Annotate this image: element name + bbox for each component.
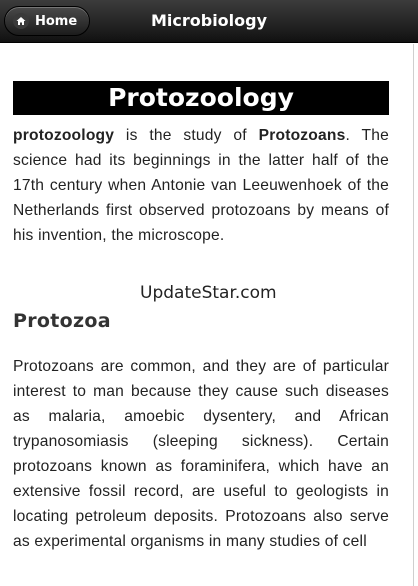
term-protozoans: Protozoans [258,127,346,144]
scroll-edge [413,44,418,586]
watermark-text: UpdateStar.com [140,283,277,303]
intro-text-b: . The science had its beginnings in the latter half of the 17th century when Antonie van Leeuwenhoek of the Netherlands first observed protozoans by means of his invention, the microscope. [13,127,389,244]
intro-text-a: is the study of [114,127,259,144]
article-title: Protozoology [13,81,389,115]
page-title: Microbiology [150,11,268,30]
article-content [13,81,389,264]
home-button-label: Home [35,13,78,29]
section-paragraph: Protozoans are common, and they are of particular interest to man because they cause such diseases as malaria, amoebic dysentery, and African trypanosomiasis (sleeping sickness). Certain protozoans known as foraminifera, which have an extensive fossil record, are useful to geologists in locating petroleum deposits. Protozoans also serve as experimental organisms in many studies of cell [13,358,389,550]
section-heading-protozoa: Protozoa [13,310,111,332]
app-header [0,0,418,43]
intro-paragraph [13,123,389,248]
term-protozoology: protozoology [13,127,115,144]
